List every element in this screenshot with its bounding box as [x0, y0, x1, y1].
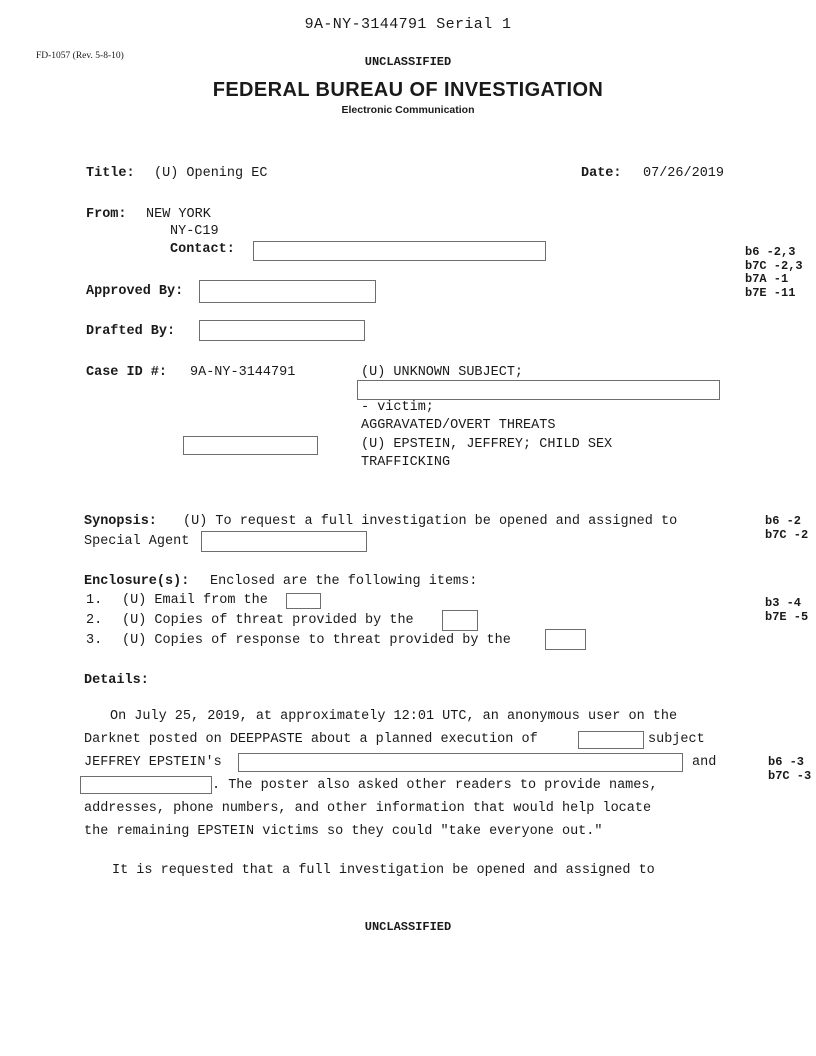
case-caption-line: - victim; — [361, 400, 434, 415]
exemption-codes-details — [768, 756, 811, 783]
from-squad: NY-C19 — [170, 224, 219, 239]
exemption-code: b7C -2,3 — [745, 258, 803, 273]
classification-bottom: UNCLASSIFIED — [364, 920, 452, 934]
date-value: 07/26/2019 — [643, 166, 725, 181]
exemption-code: b6 -2 — [765, 514, 802, 528]
drafted-by-redaction-box — [199, 320, 365, 341]
enclosure-redaction-box — [286, 593, 321, 609]
date-label: Date: — [581, 166, 622, 181]
approved-by-redaction-box — [199, 280, 376, 303]
enclosure-redaction-box — [442, 610, 478, 631]
title-label: Title: — [86, 166, 135, 181]
synopsis-text: Special Agent — [84, 534, 190, 549]
exemption-codes-enclosures — [765, 597, 808, 624]
exemption-codes-synopsis — [765, 515, 808, 542]
exemption-code: b7E -5 — [765, 609, 809, 624]
enclosure-text: (U) Copies of response to threat provided by the — [122, 633, 511, 648]
agency-title: FEDERAL BUREAU OF INVESTIGATION — [212, 79, 604, 101]
exemption-code: b6 -3 — [768, 755, 805, 769]
details-text: It is requested that a full investigation be opened and assigned to — [112, 863, 655, 878]
drafted-by-label: Drafted By: — [86, 324, 176, 339]
case-caption-line: (U) UNKNOWN SUBJECT; — [361, 365, 524, 380]
from-label: From: — [86, 207, 127, 222]
case-caption-line: TRAFFICKING — [361, 455, 451, 470]
enclosures-intro: Enclosed are the following items: — [210, 574, 478, 589]
victim-name-redaction-box — [357, 380, 720, 400]
form-number: FD-1057 (Rev. 5-8-10) — [36, 51, 124, 61]
exemption-code: b7C -2 — [765, 527, 809, 542]
agency-subtitle: Electronic Communication — [341, 104, 475, 116]
exemption-code: b6 -2,3 — [745, 245, 796, 259]
case-caption-line: (U) EPSTEIN, JEFFREY; CHILD SEX — [361, 437, 613, 452]
details-text: and — [692, 755, 717, 770]
details-text: . The poster also asked other readers to provide names, — [212, 778, 658, 793]
synopsis-text: (U) To request a full investigation be opened and assigned to — [183, 514, 678, 529]
exemption-code: b7C -3 — [768, 768, 812, 783]
exemption-code: b3 -4 — [765, 596, 802, 610]
exemption-code: b7E -11 — [745, 285, 796, 300]
contact-redaction-box — [253, 241, 546, 261]
details-text: subject — [648, 732, 705, 747]
enclosures-label: Enclosure(s): — [84, 574, 190, 589]
enclosure-text: (U) Email from the — [122, 593, 268, 608]
synopsis-label: Synopsis: — [84, 514, 157, 529]
case-redaction-box — [183, 436, 318, 455]
case-id-label: Case ID #: — [86, 365, 168, 380]
details-text: the remaining EPSTEIN victims so they could "take everyone out." — [84, 824, 603, 839]
details-text: On July 25, 2019, at approximately 12:01 UTC, an anonymous user on the — [110, 709, 678, 724]
enclosure-redaction-box — [545, 629, 586, 650]
details-text: Darknet posted on DEEPPASTE about a planned execution of — [84, 732, 538, 747]
details-text: JEFFREY EPSTEIN's — [84, 755, 222, 770]
details-redaction-box — [238, 753, 683, 772]
approved-by-label: Approved By: — [86, 284, 184, 299]
details-label: Details: — [84, 673, 149, 688]
serial-header: 9A-NY-3144791 Serial 1 — [304, 16, 512, 33]
enclosure-number: 3. — [86, 633, 103, 648]
exemption-code: b7A -1 — [745, 272, 789, 286]
details-redaction-box — [578, 731, 644, 749]
enclosure-number: 2. — [86, 613, 103, 628]
classification-top: UNCLASSIFIED — [364, 55, 452, 69]
exemption-codes-header — [745, 246, 803, 300]
details-redaction-box — [80, 776, 212, 794]
enclosure-number: 1. — [86, 593, 103, 608]
enclosure-text: (U) Copies of threat provided by the — [122, 613, 414, 628]
details-text: addresses, phone numbers, and other information that would help locate — [84, 801, 652, 816]
contact-label: Contact: — [170, 242, 235, 257]
case-id-value: 9A-NY-3144791 — [190, 365, 296, 380]
special-agent-redaction-box — [201, 531, 367, 552]
from-office: NEW YORK — [146, 207, 211, 222]
title-value: (U) Opening EC — [154, 166, 268, 181]
case-caption-line: AGGRAVATED/OVERT THREATS — [361, 418, 556, 433]
